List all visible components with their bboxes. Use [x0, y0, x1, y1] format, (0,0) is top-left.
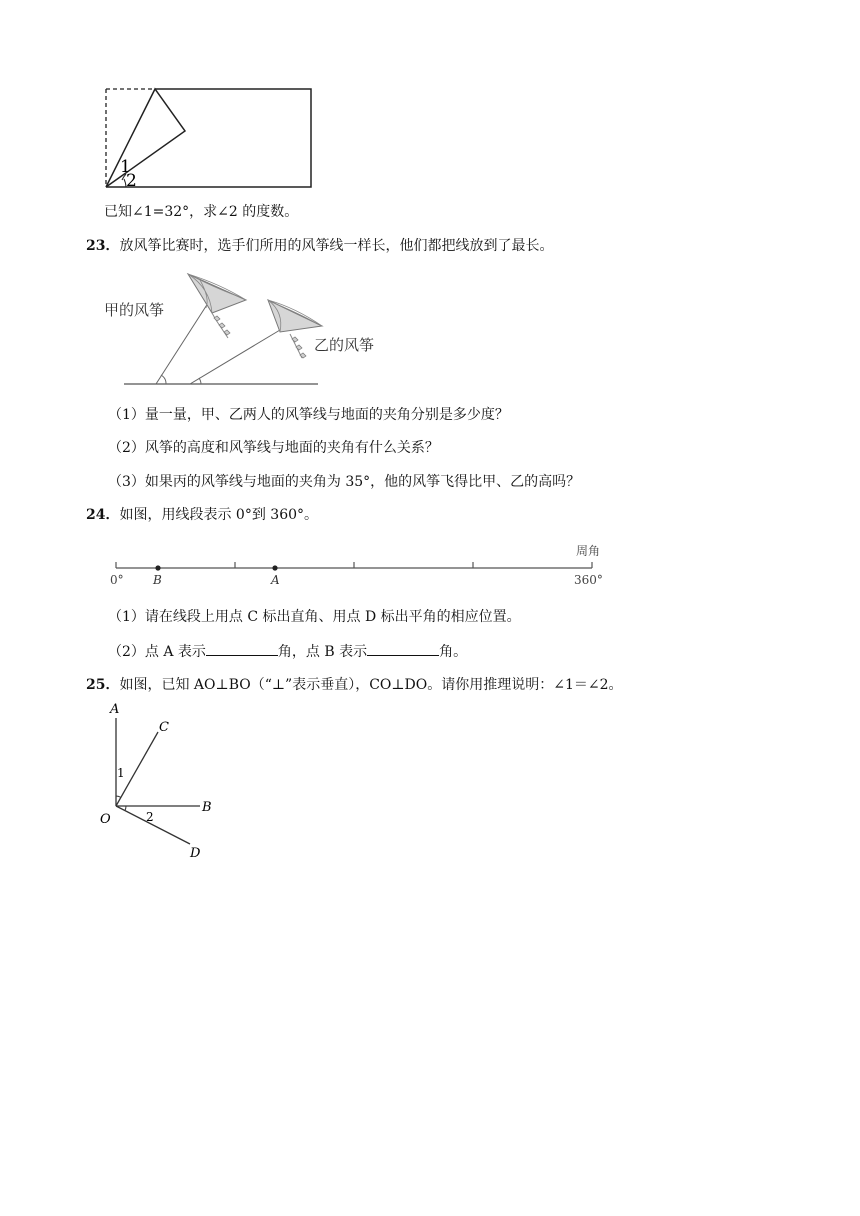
q24-prompt [86, 505, 318, 525]
point-b-dot [155, 565, 160, 570]
full-angle-label: 周角 [576, 544, 601, 558]
folded-triangle [106, 89, 185, 187]
zero-label: 0° [110, 573, 124, 587]
q24-sub2-part-b: 角，点 B 表示 [277, 644, 368, 660]
angle2-arc [125, 806, 126, 811]
kite-b-label: 乙的风筝 [314, 336, 375, 354]
label-a: A [110, 702, 120, 717]
angle1-arc [116, 796, 121, 798]
q23-number: 23． [86, 238, 120, 254]
angle2-label: 2 [146, 810, 154, 824]
answer-blank-a[interactable] [206, 641, 278, 656]
q23-prompt [86, 236, 553, 256]
label-d: D [190, 846, 201, 861]
degree-number-line [100, 540, 620, 590]
q24-number: 24． [86, 507, 120, 523]
answer-blank-b[interactable] [367, 641, 439, 656]
q23-sub1: （1）量一量，甲、乙两人的风筝线与地面的夹角分别是多少度？ [108, 407, 509, 423]
q25-prompt [86, 675, 623, 695]
q24-sub2-part-c: 角。 [439, 644, 468, 660]
q23-text: 放风筝比赛时，选手们所用的风筝线一样长，他们都把线放到了最长。 [119, 238, 554, 254]
point-a-label: A [271, 573, 280, 587]
kite-figure [100, 268, 400, 390]
q24-text: 如图，用线段表示 0°到 360°。 [119, 507, 319, 523]
q25-number: 25． [86, 677, 120, 693]
kite-a-angle-arc [161, 375, 166, 384]
q24-sub2-part-a: （2）点 A 表示 [108, 644, 206, 660]
folded-rectangle-figure [100, 82, 320, 194]
q24-sub2 [108, 641, 467, 662]
angle2-label: 2 [126, 171, 137, 191]
point-a-dot [272, 565, 277, 570]
angle1-label: 1 [120, 157, 131, 177]
kite-a-label: 甲的风筝 [104, 301, 165, 319]
kite-a-icon [188, 274, 246, 338]
kite-b-string [190, 330, 280, 384]
perpendicular-angles-figure [96, 698, 226, 863]
label-o: O [100, 812, 111, 827]
label-b: B [202, 800, 212, 815]
point-b-label: B [153, 573, 162, 587]
angle1-label: 1 [117, 766, 125, 780]
label-c: C [159, 720, 169, 735]
label-360: 360° [574, 573, 603, 587]
q23-sub2: （2）风筝的高度和风筝线与地面的夹角有什么关系？ [108, 440, 439, 456]
q24-sub1: （1）请在线段上用点 C 标出直角、用点 D 标出平角的相应位置。 [108, 609, 521, 625]
q22-caption: 已知∠1=32°，求∠2 的度数。 [104, 204, 299, 220]
kite-a-string [156, 300, 210, 384]
kite-b-angle-arc [199, 378, 201, 384]
q25-text: 如图，已知 AO⊥BO（“⊥”表示垂直），CO⊥DO。请你用推理说明：∠1＝∠2。 [119, 677, 623, 693]
q23-sub3: （3）如果丙的风筝线与地面的夹角为 35°，他的风筝飞得比甲、乙的高吗？ [108, 474, 581, 490]
